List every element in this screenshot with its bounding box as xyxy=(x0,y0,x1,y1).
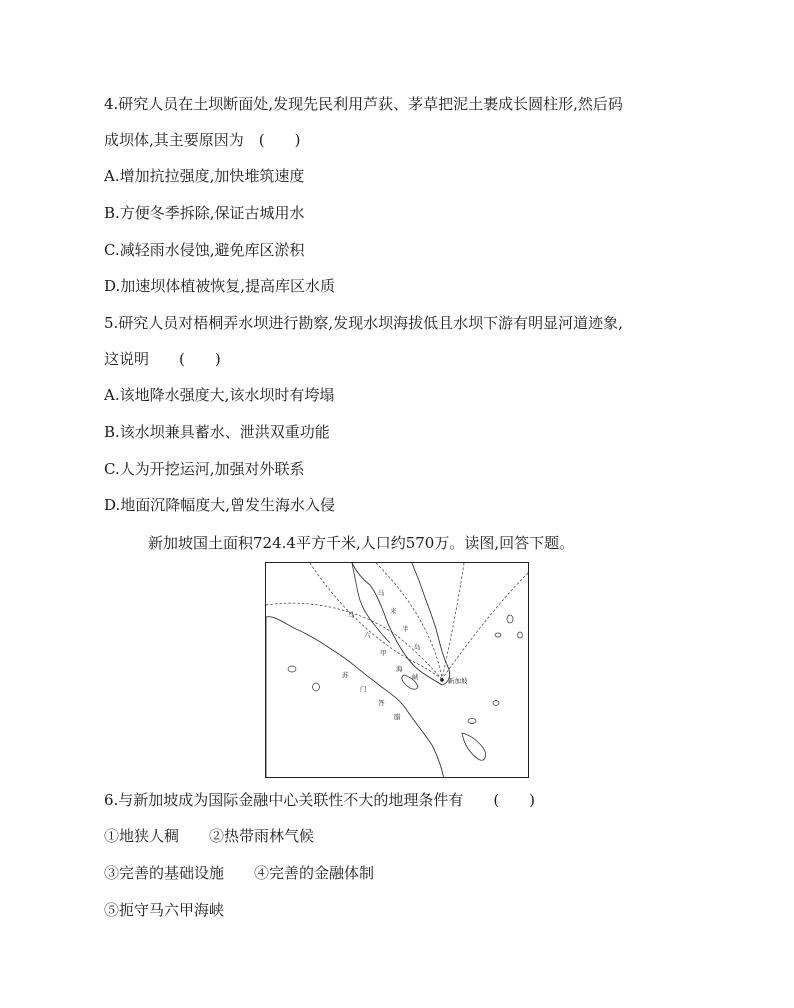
small-island-7 xyxy=(493,701,499,706)
sumatra-label-1: 苏 xyxy=(342,671,349,679)
strait-label-1: 马 xyxy=(348,611,355,619)
q4-option-c: C.减轻雨水侵蚀,避免库区淤积 xyxy=(104,241,305,259)
strait-label-5: 峡 xyxy=(412,673,419,681)
q5-stem-line1: 5.研究人员对梧桐弄水坝进行勘察,发现水坝海拔低且水坝下游有明显河道迹象, xyxy=(104,314,623,332)
small-island-6 xyxy=(468,719,476,724)
q4-stem-line1: 4.研究人员在土坝断面处,发现先民利用芦荻、茅草把泥土裹成长圆柱形,然后码 xyxy=(104,95,623,113)
q6-condition-row1: ①地狭人稠 ②热带雨林气候 xyxy=(104,827,315,845)
q5-stem-line2: 这说明 ( ) xyxy=(104,350,221,368)
sumatra-label-4: 腊 xyxy=(394,713,401,721)
q5-option-a: A.该地降水强度大,该水坝时有垮塌 xyxy=(104,386,335,404)
small-island-4 xyxy=(288,666,296,672)
q5-option-b: B.该水坝兼具蓄水、泄洪双重功能 xyxy=(104,423,330,441)
map-drawing xyxy=(266,563,529,778)
strait-label-3: 甲 xyxy=(380,649,387,657)
singapore-region-map xyxy=(265,562,529,778)
small-island-3 xyxy=(495,633,501,637)
q4-option-a: A.增加抗拉强度,加快堆筑速度 xyxy=(104,167,305,185)
q6-condition-row3: ⑤扼守马六甲海峡 xyxy=(104,901,225,919)
small-island-1 xyxy=(507,615,513,623)
strait-label-2: 六 xyxy=(364,631,371,639)
sumatra-label-3: 答 xyxy=(378,699,385,707)
strait-label-4: 海 xyxy=(396,665,403,673)
sumatra-label-2: 门 xyxy=(360,685,367,693)
peninsula-label-2: 来 xyxy=(390,607,397,615)
q4-stem-line2: 成坝体,其主要原因为 ( ) xyxy=(104,131,301,149)
peninsula-west-coast xyxy=(352,563,390,643)
peninsula-label-1: 马 xyxy=(378,589,385,597)
q4-option-b: B.方便冬季拆除,保证古城用水 xyxy=(104,204,305,222)
bangka-island xyxy=(462,733,486,760)
shipping-routes xyxy=(266,563,528,679)
singapore-marker xyxy=(440,678,444,682)
peninsula-label-3: 半 xyxy=(402,625,409,633)
small-island-5 xyxy=(313,683,320,691)
peninsula-label-4: 岛 xyxy=(414,643,421,651)
q5-option-c: C.人为开挖运河,加强对外联系 xyxy=(104,460,305,478)
q6-condition-row2: ③完善的基础设施 ④完善的金融体制 xyxy=(104,864,375,882)
sumatra-coastline xyxy=(266,617,444,778)
small-island-2 xyxy=(518,632,523,638)
map-intro: 新加坡国土面积724.4平方千米,人口约570万。读图,回答下题。 xyxy=(148,534,575,552)
q6-stem: 6.与新加坡成为国际金融中心关联性不大的地理条件有 ( ) xyxy=(104,791,536,809)
q4-option-d: D.加速坝体植被恢复,提高库区水质 xyxy=(104,277,336,295)
singapore-label: 新加坡 xyxy=(448,677,468,685)
q5-option-d: D.地面沉降幅度大,曾发生海水入侵 xyxy=(104,496,336,514)
